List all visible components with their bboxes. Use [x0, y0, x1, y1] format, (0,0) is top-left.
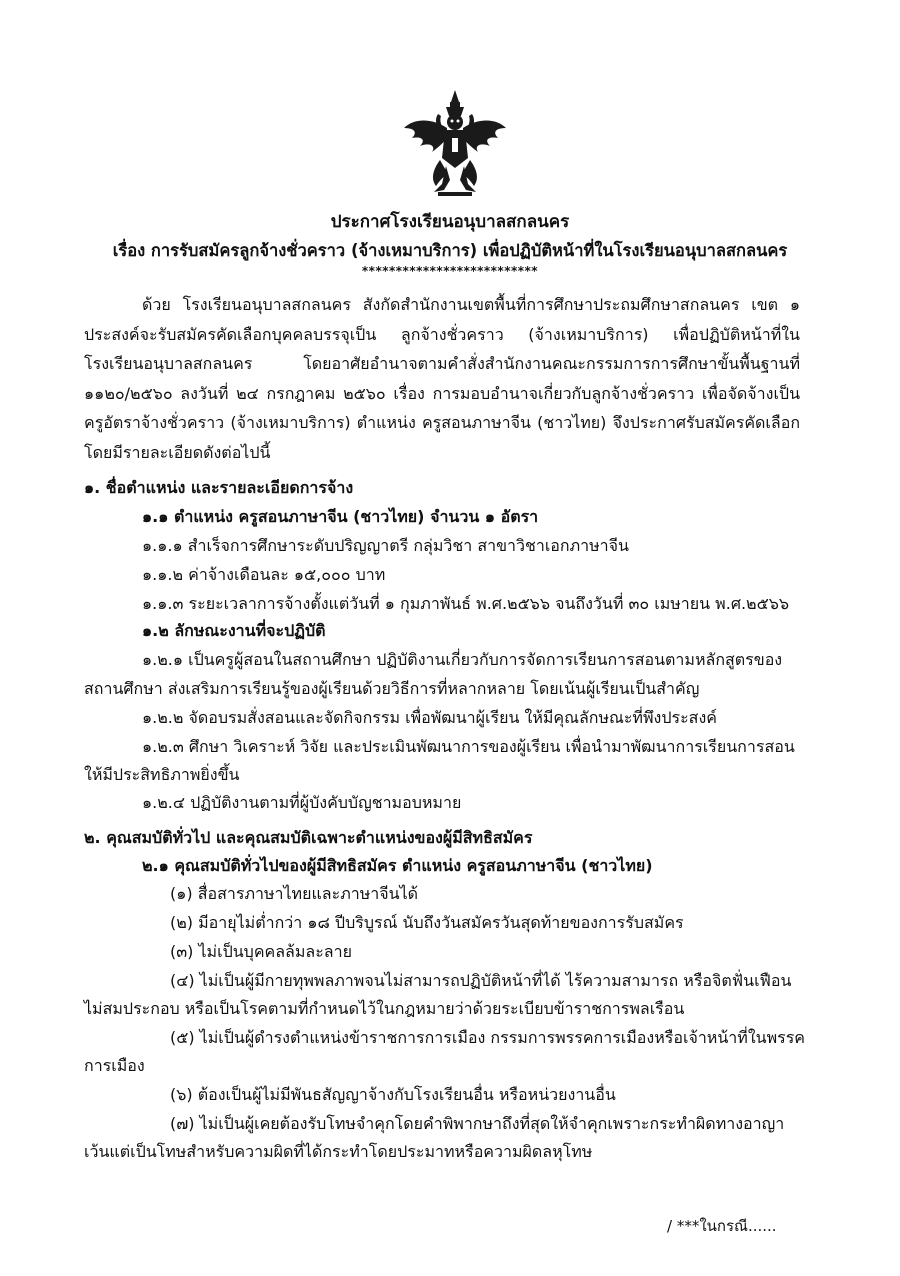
- intro-paragraph: [84, 290, 800, 467]
- item-1-2-1-line2: สถานศึกษา ส่งเสริมการเรียนรู้ของผู้เรียนด้วยวิธีการที่หลากหลาย โดยเน้นผู้เรียนเป็นสำคัญ: [84, 679, 700, 698]
- item-1-2-2: ๑.๒.๒ จัดอบรมสั่งสอนและจัดกิจกรรม เพื่อพัฒนาผู้เรียน ให้มีคุณลักษณะที่พึงประสงค์: [142, 708, 717, 727]
- item-1-1-2: ๑.๑.๒ ค่าจ้างเดือนละ ๑๕,๐๐๐ บาท: [142, 565, 386, 584]
- continued-footer: / ***ในกรณี......: [667, 1217, 777, 1235]
- item-1-2-4: ๑.๒.๔ ปฏิบัติงานตามที่ผู้บังคับบัญชามอบหมาย: [142, 793, 462, 812]
- qualification-3: (๓) ไม่เป็นบุคคลล้มละลาย: [170, 942, 352, 961]
- item-1-1-1: ๑.๑.๑ สำเร็จการศึกษาระดับปริญญาตรี กลุ่มวิชา สาขาวิชาเอกภาษาจีน: [142, 536, 629, 555]
- intro-text: ด้วย โรงเรียนอนุบาลสกลนคร สังกัดสำนักงานเขตพื้นที่การศึกษาประถมศึกษาสกลนคร เขต ๑ ประสงค์จะรับสมัครคัดเลือกบุคคลบรรจุเป็น ลูกจ้างชั่วคราว (จ้างเหมาบริการ) เพื่อปฏิบัติหน้าที่ในโรงเรียนอนุบาลสกลนคร โดยอาศัยอำนาจตามคำสั่งสำนักงานคณะกรรมการการศึกษาขั้นพื้นฐานที่ ๑๑๒๐/๒๕๖๐ ลงวันที่ ๒๔ กรกฎาคม ๒๕๖๐ เรื่อง การมอบอำนาจเกี่ยวกับลูกจ้างชั่วคราว เพื่อจัดจ้างเป็นครูอัตราจ้างชั่วคราว (จ้างเหมาบริการ) ตำแหน่ง ครูสอนภาษาจีน (ชาวไทย) จึงประกาศรับสมัครคัดเลือก โดยมีรายละเอียดดังต่อไปนี้: [84, 295, 800, 462]
- announcement-title: ประกาศโรงเรียนอนุบาลสกลนคร: [330, 212, 570, 232]
- section-1-1-heading: ๑.๑ ตำแหน่ง ครูสอนภาษาจีน (ชาวไทย) จำนวน ๑ อัตรา: [142, 507, 539, 526]
- section-1-heading: ๑. ชื่อตำแหน่ง และรายละเอียดการจ้าง: [84, 478, 354, 497]
- qualification-5-line2: การเมือง: [84, 1056, 145, 1075]
- qualification-1: (๑) สื่อสารภาษาไทยและภาษาจีนได้: [170, 884, 418, 903]
- qualification-6: (๖) ต้องเป็นผู้ไม่มีพันธสัญญาจ้างกับโรงเรียนอื่น หรือหน่วยงานอื่น: [170, 1085, 616, 1104]
- qualification-4-line1: (๔) ไม่เป็นผู้มีกายทุพพลภาพจนไม่สามารถปฏิบัติหน้าที่ได้ ไร้ความสามารถ หรือจิตฟั่นเฟือน: [170, 971, 792, 990]
- section-2-heading: ๒. คุณสมบัติทั่วไป และคุณสมบัติเฉพาะตำแหน่งของผู้มีสิทธิสมัคร: [84, 828, 533, 847]
- item-1-2-3-line2: ให้มีประสิทธิภาพยิ่งขึ้น: [84, 765, 240, 784]
- qualification-4-line2: ไม่สมประกอบ หรือเป็นโรคตามที่กำหนดไว้ในกฎหมายว่าด้วยระเบียบข้าราชการพลเรือน: [84, 999, 685, 1018]
- item-1-2-1-line1: ๑.๒.๑ เป็นครูผู้สอนในสถานศึกษา ปฏิบัติงานเกี่ยวกับการจัดการเรียนการสอนตามหลักสูตรของ: [142, 650, 783, 669]
- qualification-7-line2: เว้นแต่เป็นโทษสำหรับความผิดที่ได้กระทำโดยประมาทหรือความผิดลหุโทษ: [84, 1142, 593, 1161]
- item-1-1-3: ๑.๑.๓ ระยะเวลาการจ้างตั้งแต่วันที่ ๑ กุมภาพันธ์ พ.ศ.๒๕๖๖ จนถึงวันที่ ๓๐ เมษายน พ.ศ.๒๕๖๖: [142, 594, 790, 613]
- qualification-2: (๒) มีอายุไม่ต่ำกว่า ๑๘ ปีบริบูรณ์ นับถึงวันสมัครวันสุดท้ายของการรับสมัคร: [170, 913, 684, 932]
- qualification-5-line1: (๕) ไม่เป็นผู้ดำรงตำแหน่งข้าราชการการเมือง กรรมการพรรคการเมืองหรือเจ้าหน้าที่ในพรรค: [170, 1028, 805, 1047]
- announcement-subject: เรื่อง การรับสมัครลูกจ้างชั่วคราว (จ้างเหมาบริการ) เพื่อปฏิบัติหน้าที่ในโรงเรียนอนุบาลสกลนคร: [112, 241, 788, 260]
- section-1-2-heading: ๑.๒ ลักษณะงานที่จะปฏิบัติ: [142, 621, 326, 640]
- qualification-7-line1: (๗) ไม่เป็นผู้เคยต้องรับโทษจำคุกโดยคำพิพากษาถึงที่สุดให้จำคุกเพราะกระทำผิดทางอาญา: [170, 1114, 785, 1133]
- title-separator: **************************: [361, 264, 539, 278]
- garuda-emblem-icon: [400, 88, 510, 200]
- section-2-1-heading: ๒.๑ คุณสมบัติทั่วไปของผู้มีสิทธิสมัคร ตำแหน่ง ครูสอนภาษาจีน (ชาวไทย): [142, 856, 653, 875]
- item-1-2-3-line1: ๑.๒.๓ ศึกษา วิเคราะห์ วิจัย และประเมินพัฒนาการของผู้เรียน เพื่อนำมาพัฒนาการเรียนการสอน: [142, 737, 795, 756]
